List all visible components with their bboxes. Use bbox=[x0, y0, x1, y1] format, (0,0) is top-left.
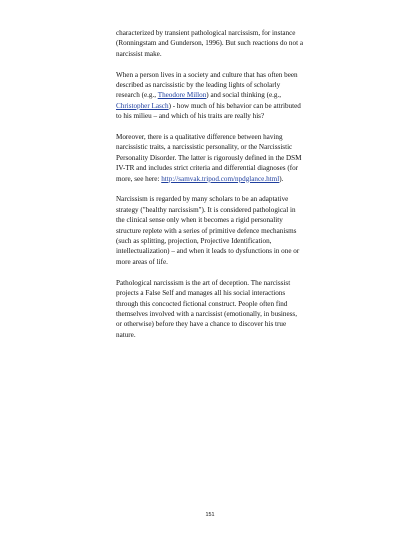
document-body bbox=[116, 28, 304, 351]
paragraph-text: Pathological narcissism is the art of deception. The narcissist projects a False Self and manages all his social interactions through this concocted fictional construct. People often find themselves involved with a narcissist (emotionally, in business, or otherwise) before they have a chance to discover his true nature. bbox=[116, 278, 298, 339]
page-number: 151 bbox=[205, 512, 215, 518]
paragraph bbox=[116, 278, 304, 340]
hyperlink[interactable]: Christopher Lasch bbox=[116, 101, 169, 110]
paragraph-text: Moreover, there is a qualitative difference between having narcissistic traits, a narcissistic personality, or the Narcissistic Personality Disorder. The latter is rigorously defined in the DSM IV-TR and includes strict criteria and differential diagnoses (for more, see here: bbox=[116, 133, 302, 183]
paragraph-text: ) and social thinking (e.g., bbox=[206, 91, 282, 100]
paragraph-text: Narcissism is regarded by many scholars to be an adaptative strategy ("healthy narcissism"). It is considered pathological in the clinical sense only when it becomes a rigid personality structure replete with a series of primitive defence mechanisms (such as splitting, projection, Projective Identification, intellectualization) – and when it leads to dysfunctions in one or more areas of life. bbox=[116, 195, 300, 266]
paragraph-text: characterized by transient pathological narcissism, for instance (Ronningstam and Gunderson, 1996). But such reactions do not a narcissist make. bbox=[116, 29, 304, 58]
paragraph bbox=[116, 28, 304, 59]
hyperlink[interactable]: http://samvak.tripod.com/npdglance.html bbox=[161, 174, 280, 183]
paragraph bbox=[116, 70, 304, 122]
paragraph bbox=[116, 132, 304, 184]
paragraph-text: ) - how much of his behavior can be attributed to his milieu – and which of his traits are really his? bbox=[116, 101, 301, 121]
hyperlink[interactable]: Theodore Millon bbox=[157, 91, 207, 100]
paragraph-text: When a person lives in a society and culture that has often been described as narcissistic by the leading lights of scholarly research (e.g., bbox=[116, 70, 298, 100]
paragraph-text: ). bbox=[279, 174, 284, 183]
paragraph bbox=[116, 194, 304, 267]
